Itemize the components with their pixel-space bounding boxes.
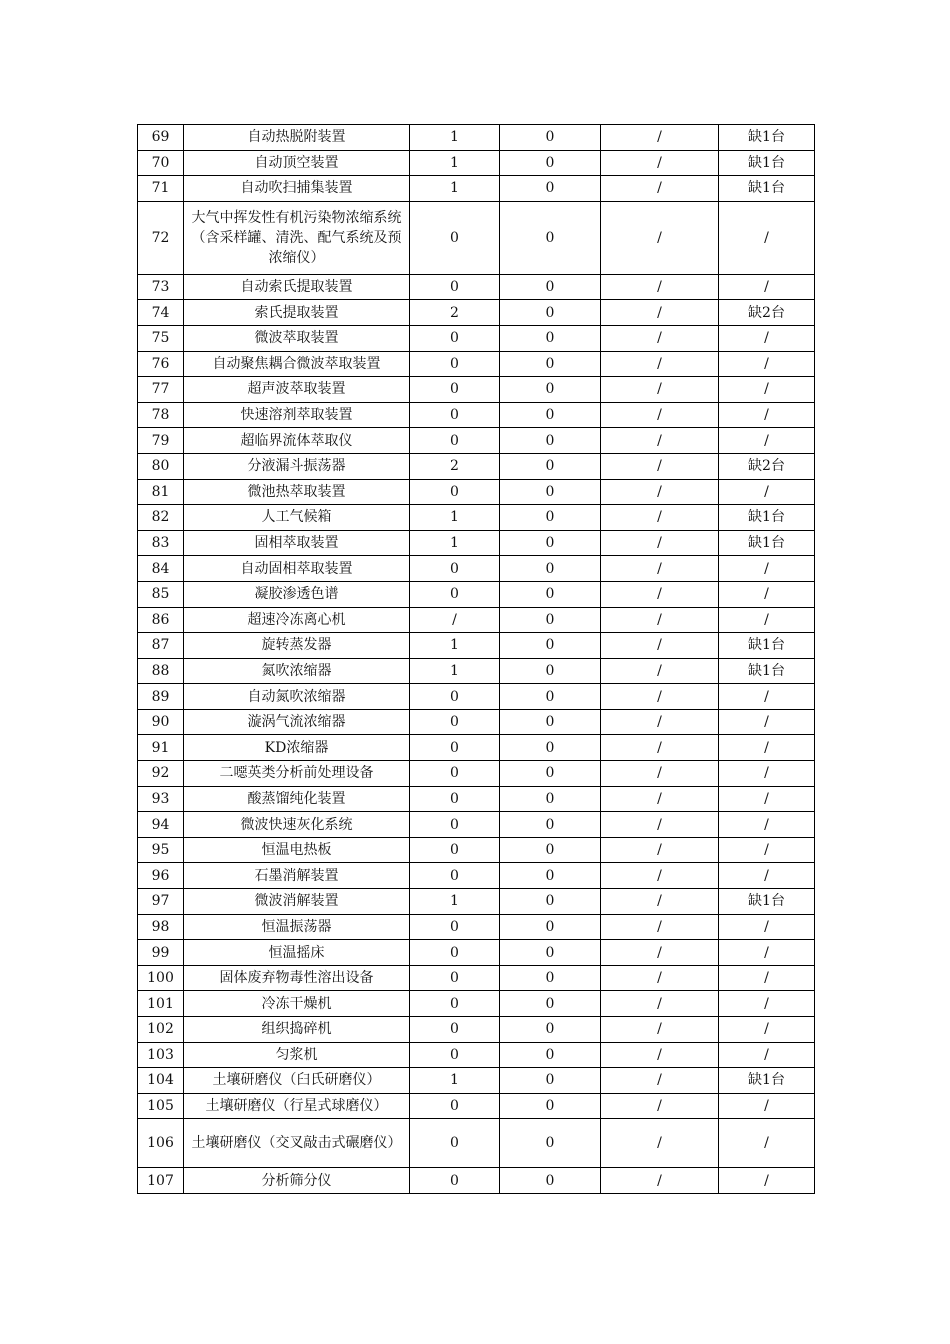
table-row: [138, 786, 815, 812]
remark-c: /: [601, 633, 719, 659]
table-row: [138, 863, 815, 889]
table-row: [138, 1017, 815, 1043]
required-count: 1: [410, 633, 500, 659]
owned-count: 0: [500, 709, 601, 735]
table-row: [138, 325, 815, 351]
remark-c: /: [601, 1093, 719, 1119]
owned-count: 0: [500, 274, 601, 300]
equipment-name: KD浓缩器: [184, 735, 410, 761]
table-row: [138, 940, 815, 966]
owned-count: 0: [500, 889, 601, 915]
table-row: [138, 300, 815, 326]
remark-c: /: [601, 863, 719, 889]
required-count: 0: [410, 479, 500, 505]
equipment-name: 快速溶剂萃取装置: [184, 402, 410, 428]
owned-count: 0: [500, 607, 601, 633]
equipment-name: 微池热萃取装置: [184, 479, 410, 505]
required-count: 0: [410, 837, 500, 863]
table-row: [138, 505, 815, 531]
remark-c: /: [601, 684, 719, 710]
shortage-note: /: [719, 556, 815, 582]
equipment-name: 超声波萃取装置: [184, 377, 410, 403]
row-number: 99: [138, 940, 184, 966]
owned-count: 0: [500, 351, 601, 377]
remark-c: /: [601, 300, 719, 326]
table-row: [138, 453, 815, 479]
shortage-note: /: [719, 965, 815, 991]
equipment-name: 索氏提取装置: [184, 300, 410, 326]
shortage-note: /: [719, 581, 815, 607]
remark-c: /: [601, 837, 719, 863]
table-row: [138, 1168, 815, 1194]
remark-c: /: [601, 176, 719, 202]
shortage-note: 缺1台: [719, 176, 815, 202]
equipment-name: 土壤研磨仪（交叉敲击式碾磨仪）: [184, 1119, 410, 1168]
table-row: [138, 837, 815, 863]
required-count: 0: [410, 377, 500, 403]
equipment-name: 旋转蒸发器: [184, 633, 410, 659]
required-count: 2: [410, 300, 500, 326]
shortage-note: /: [719, 428, 815, 454]
shortage-note: /: [719, 812, 815, 838]
remark-c: /: [601, 812, 719, 838]
row-number: 98: [138, 914, 184, 940]
owned-count: 0: [500, 991, 601, 1017]
equipment-name: 超临界流体萃取仪: [184, 428, 410, 454]
row-number: 72: [138, 201, 184, 274]
row-number: 83: [138, 530, 184, 556]
remark-c: /: [601, 914, 719, 940]
shortage-note: /: [719, 837, 815, 863]
required-count: 0: [410, 274, 500, 300]
required-count: 0: [410, 991, 500, 1017]
table-row: [138, 176, 815, 202]
table-row: [138, 1068, 815, 1094]
equipment-name: 土壤研磨仪（行星式球磨仪）: [184, 1093, 410, 1119]
remark-c: /: [601, 786, 719, 812]
required-count: 0: [410, 1168, 500, 1194]
row-number: 73: [138, 274, 184, 300]
remark-c: /: [601, 1168, 719, 1194]
shortage-note: 缺1台: [719, 125, 815, 151]
owned-count: 0: [500, 1017, 601, 1043]
owned-count: 0: [500, 428, 601, 454]
remark-c: /: [601, 402, 719, 428]
owned-count: 0: [500, 201, 601, 274]
required-count: 0: [410, 735, 500, 761]
required-count: 0: [410, 863, 500, 889]
table-row: [138, 1042, 815, 1068]
equipment-name: 自动固相萃取装置: [184, 556, 410, 582]
equipment-name: 冷冻干燥机: [184, 991, 410, 1017]
equipment-name: 人工气候箱: [184, 505, 410, 531]
equipment-name: 二噁英类分析前处理设备: [184, 761, 410, 787]
required-count: 1: [410, 889, 500, 915]
row-number: 104: [138, 1068, 184, 1094]
remark-c: /: [601, 428, 719, 454]
equipment-name: 自动吹扫捕集装置: [184, 176, 410, 202]
table-row: [138, 709, 815, 735]
shortage-note: /: [719, 1093, 815, 1119]
required-count: 0: [410, 201, 500, 274]
equipment-name: 超速冷冻离心机: [184, 607, 410, 633]
required-count: 0: [410, 914, 500, 940]
required-count: 0: [410, 684, 500, 710]
owned-count: 0: [500, 1119, 601, 1168]
shortage-note: /: [719, 201, 815, 274]
equipment-name: 恒温电热板: [184, 837, 410, 863]
row-number: 106: [138, 1119, 184, 1168]
required-count: 0: [410, 351, 500, 377]
table-row: [138, 684, 815, 710]
remark-c: /: [601, 1042, 719, 1068]
row-number: 85: [138, 581, 184, 607]
table-row: [138, 812, 815, 838]
equipment-table-body: [138, 125, 815, 1194]
shortage-note: /: [719, 684, 815, 710]
remark-c: /: [601, 991, 719, 1017]
remark-c: /: [601, 889, 719, 915]
row-number: 70: [138, 150, 184, 176]
required-count: 0: [410, 1093, 500, 1119]
table-row: [138, 633, 815, 659]
equipment-name: 自动顶空装置: [184, 150, 410, 176]
equipment-table: [137, 124, 815, 1194]
shortage-note: /: [719, 786, 815, 812]
required-count: 0: [410, 428, 500, 454]
remark-c: /: [601, 761, 719, 787]
owned-count: 0: [500, 300, 601, 326]
required-count: 0: [410, 325, 500, 351]
owned-count: 0: [500, 684, 601, 710]
equipment-name: 自动氮吹浓缩器: [184, 684, 410, 710]
shortage-note: 缺2台: [719, 453, 815, 479]
remark-c: /: [601, 581, 719, 607]
required-count: 1: [410, 530, 500, 556]
equipment-name: 恒温摇床: [184, 940, 410, 966]
required-count: 0: [410, 940, 500, 966]
row-number: 102: [138, 1017, 184, 1043]
row-number: 78: [138, 402, 184, 428]
required-count: 1: [410, 1068, 500, 1094]
owned-count: 0: [500, 1042, 601, 1068]
equipment-name: 分析筛分仪: [184, 1168, 410, 1194]
row-number: 107: [138, 1168, 184, 1194]
remark-c: /: [601, 479, 719, 505]
equipment-name: 土壤研磨仪（臼氏研磨仪）: [184, 1068, 410, 1094]
required-count: 1: [410, 176, 500, 202]
row-number: 103: [138, 1042, 184, 1068]
shortage-note: /: [719, 351, 815, 377]
shortage-note: /: [719, 863, 815, 889]
row-number: 76: [138, 351, 184, 377]
equipment-name: 酸蒸馏纯化装置: [184, 786, 410, 812]
row-number: 90: [138, 709, 184, 735]
table-row: [138, 530, 815, 556]
required-count: 0: [410, 581, 500, 607]
shortage-note: /: [719, 914, 815, 940]
shortage-note: /: [719, 1017, 815, 1043]
remark-c: /: [601, 351, 719, 377]
remark-c: /: [601, 965, 719, 991]
equipment-name: 恒温振荡器: [184, 914, 410, 940]
required-count: 0: [410, 1119, 500, 1168]
required-count: 0: [410, 812, 500, 838]
owned-count: 0: [500, 1168, 601, 1194]
required-count: 2: [410, 453, 500, 479]
table-row: [138, 965, 815, 991]
shortage-note: 缺1台: [719, 1068, 815, 1094]
equipment-name: 分液漏斗振荡器: [184, 453, 410, 479]
required-count: 1: [410, 505, 500, 531]
row-number: 87: [138, 633, 184, 659]
shortage-note: /: [719, 479, 815, 505]
required-count: 0: [410, 786, 500, 812]
row-number: 89: [138, 684, 184, 710]
owned-count: 0: [500, 735, 601, 761]
owned-count: 0: [500, 633, 601, 659]
shortage-note: 缺1台: [719, 889, 815, 915]
table-row: [138, 735, 815, 761]
table-row: [138, 351, 815, 377]
owned-count: 0: [500, 658, 601, 684]
row-number: 92: [138, 761, 184, 787]
row-number: 86: [138, 607, 184, 633]
remark-c: /: [601, 735, 719, 761]
equipment-name: 微波萃取装置: [184, 325, 410, 351]
remark-c: /: [601, 1119, 719, 1168]
row-number: 94: [138, 812, 184, 838]
equipment-name: 自动热脱附装置: [184, 125, 410, 151]
required-count: 0: [410, 709, 500, 735]
row-number: 74: [138, 300, 184, 326]
required-count: 1: [410, 658, 500, 684]
row-number: 84: [138, 556, 184, 582]
table-row: [138, 914, 815, 940]
equipment-name: 自动索氏提取装置: [184, 274, 410, 300]
shortage-note: /: [719, 709, 815, 735]
row-number: 88: [138, 658, 184, 684]
owned-count: 0: [500, 530, 601, 556]
remark-c: /: [601, 453, 719, 479]
required-count: 0: [410, 556, 500, 582]
owned-count: 0: [500, 914, 601, 940]
shortage-note: /: [719, 1168, 815, 1194]
required-count: 1: [410, 150, 500, 176]
required-count: 0: [410, 1042, 500, 1068]
shortage-note: 缺1台: [719, 633, 815, 659]
row-number: 79: [138, 428, 184, 454]
equipment-name: 凝胶渗透色谱: [184, 581, 410, 607]
shortage-note: 缺2台: [719, 300, 815, 326]
row-number: 82: [138, 505, 184, 531]
remark-c: /: [601, 1068, 719, 1094]
equipment-table-container: [137, 124, 814, 1194]
shortage-note: /: [719, 1042, 815, 1068]
owned-count: 0: [500, 761, 601, 787]
row-number: 95: [138, 837, 184, 863]
shortage-note: /: [719, 991, 815, 1017]
remark-c: /: [601, 940, 719, 966]
required-count: 0: [410, 965, 500, 991]
table-row: [138, 1119, 815, 1168]
equipment-name: 漩涡气流浓缩器: [184, 709, 410, 735]
equipment-name: 微波快速灰化系统: [184, 812, 410, 838]
equipment-name: 大气中挥发性有机污染物浓缩系统（含采样罐、清洗、配气系统及预浓缩仪）: [184, 201, 410, 274]
table-row: [138, 428, 815, 454]
row-number: 93: [138, 786, 184, 812]
shortage-note: /: [719, 735, 815, 761]
row-number: 96: [138, 863, 184, 889]
remark-c: /: [601, 325, 719, 351]
row-number: 71: [138, 176, 184, 202]
row-number: 100: [138, 965, 184, 991]
remark-c: /: [601, 530, 719, 556]
table-row: [138, 201, 815, 274]
table-row: [138, 1093, 815, 1119]
remark-c: /: [601, 201, 719, 274]
owned-count: 0: [500, 1093, 601, 1119]
required-count: 0: [410, 761, 500, 787]
owned-count: 0: [500, 325, 601, 351]
shortage-note: 缺1台: [719, 505, 815, 531]
owned-count: 0: [500, 176, 601, 202]
shortage-note: /: [719, 274, 815, 300]
table-row: [138, 150, 815, 176]
owned-count: 0: [500, 479, 601, 505]
remark-c: /: [601, 377, 719, 403]
equipment-name: 石墨消解装置: [184, 863, 410, 889]
table-row: [138, 889, 815, 915]
owned-count: 0: [500, 581, 601, 607]
row-number: 77: [138, 377, 184, 403]
table-row: [138, 607, 815, 633]
remark-c: /: [601, 709, 719, 735]
remark-c: /: [601, 274, 719, 300]
required-count: 0: [410, 402, 500, 428]
remark-c: /: [601, 125, 719, 151]
shortage-note: /: [719, 377, 815, 403]
remark-c: /: [601, 556, 719, 582]
table-row: [138, 556, 815, 582]
required-count: /: [410, 607, 500, 633]
table-row: [138, 125, 815, 151]
shortage-note: /: [719, 607, 815, 633]
row-number: 80: [138, 453, 184, 479]
owned-count: 0: [500, 377, 601, 403]
remark-c: /: [601, 607, 719, 633]
row-number: 69: [138, 125, 184, 151]
row-number: 97: [138, 889, 184, 915]
owned-count: 0: [500, 556, 601, 582]
remark-c: /: [601, 658, 719, 684]
shortage-note: /: [719, 402, 815, 428]
equipment-name: 微波消解装置: [184, 889, 410, 915]
table-row: [138, 274, 815, 300]
required-count: 0: [410, 1017, 500, 1043]
owned-count: 0: [500, 505, 601, 531]
required-count: 1: [410, 125, 500, 151]
equipment-name: 固体废弃物毒性溶出设备: [184, 965, 410, 991]
row-number: 105: [138, 1093, 184, 1119]
shortage-note: /: [719, 325, 815, 351]
equipment-name: 匀浆机: [184, 1042, 410, 1068]
remark-c: /: [601, 505, 719, 531]
shortage-note: 缺1台: [719, 658, 815, 684]
table-row: [138, 581, 815, 607]
owned-count: 0: [500, 965, 601, 991]
equipment-name: 固相萃取装置: [184, 530, 410, 556]
table-row: [138, 402, 815, 428]
row-number: 101: [138, 991, 184, 1017]
owned-count: 0: [500, 453, 601, 479]
shortage-note: /: [719, 1119, 815, 1168]
table-row: [138, 658, 815, 684]
owned-count: 0: [500, 125, 601, 151]
shortage-note: /: [719, 761, 815, 787]
owned-count: 0: [500, 786, 601, 812]
owned-count: 0: [500, 812, 601, 838]
shortage-note: 缺1台: [719, 530, 815, 556]
shortage-note: 缺1台: [719, 150, 815, 176]
owned-count: 0: [500, 940, 601, 966]
table-row: [138, 377, 815, 403]
row-number: 81: [138, 479, 184, 505]
owned-count: 0: [500, 837, 601, 863]
row-number: 75: [138, 325, 184, 351]
shortage-note: /: [719, 940, 815, 966]
row-number: 91: [138, 735, 184, 761]
owned-count: 0: [500, 863, 601, 889]
remark-c: /: [601, 1017, 719, 1043]
owned-count: 0: [500, 402, 601, 428]
remark-c: /: [601, 150, 719, 176]
table-row: [138, 991, 815, 1017]
owned-count: 0: [500, 1068, 601, 1094]
equipment-name: 氮吹浓缩器: [184, 658, 410, 684]
equipment-name: 组织捣碎机: [184, 1017, 410, 1043]
owned-count: 0: [500, 150, 601, 176]
equipment-name: 自动聚焦耦合微波萃取装置: [184, 351, 410, 377]
table-row: [138, 479, 815, 505]
table-row: [138, 761, 815, 787]
